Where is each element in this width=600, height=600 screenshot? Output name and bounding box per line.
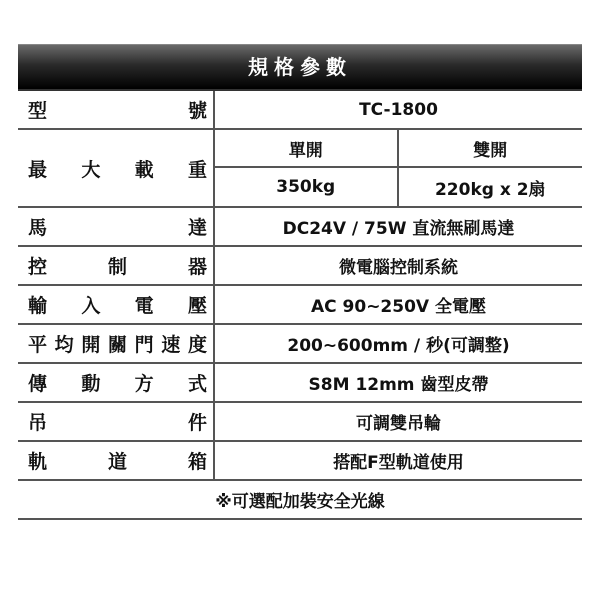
label-char: 速 bbox=[161, 334, 181, 356]
label-speed bbox=[18, 325, 215, 362]
row-track-box bbox=[18, 442, 582, 481]
label-max-load bbox=[18, 130, 215, 206]
value-model: TC-1800 bbox=[359, 99, 438, 120]
row-input-voltage bbox=[18, 286, 582, 325]
label-char: 傳 bbox=[28, 373, 48, 395]
label-track-box bbox=[18, 442, 215, 479]
label-controller bbox=[18, 247, 215, 284]
label-char: 動 bbox=[81, 373, 101, 395]
value-hanger: 可調雙吊輪 bbox=[356, 414, 441, 434]
label-char: 達 bbox=[187, 217, 207, 239]
row-transmission bbox=[18, 364, 582, 403]
value-input-voltage: AC 90~250V 全電壓 bbox=[310, 297, 486, 317]
row-model bbox=[18, 89, 582, 130]
label-char: 最 bbox=[28, 158, 48, 181]
label-char: 載 bbox=[134, 158, 154, 181]
row-motor bbox=[18, 208, 582, 247]
label-char: 方 bbox=[134, 373, 154, 395]
label-char: 平 bbox=[28, 334, 48, 356]
label-motor bbox=[18, 208, 215, 245]
label-char: 入 bbox=[81, 295, 101, 317]
value-motor: DC24V / 75W 直流無刷馬達 bbox=[282, 219, 515, 239]
label-char: 均 bbox=[54, 334, 74, 356]
label-input-voltage bbox=[18, 286, 215, 323]
value-track-box: 搭配F型軌道使用 bbox=[333, 453, 464, 473]
label-char: 關 bbox=[107, 334, 127, 356]
label-char: 控 bbox=[28, 256, 48, 278]
label-char: 壓 bbox=[187, 295, 207, 317]
label-char: 輸 bbox=[28, 295, 48, 317]
value-speed: 200~600mm / 秒(可調整) bbox=[287, 336, 510, 356]
row-hanger bbox=[18, 403, 582, 442]
label-hanger bbox=[18, 403, 215, 440]
spec-title: 規格參數 bbox=[18, 44, 582, 89]
row-max-load bbox=[18, 130, 582, 208]
label-char: 箱 bbox=[187, 451, 207, 473]
max-load-grid bbox=[215, 130, 582, 206]
footnote: ※可選配加裝安全光線 bbox=[18, 481, 582, 520]
label-char: 馬 bbox=[28, 217, 48, 239]
label-char: 件 bbox=[187, 412, 207, 434]
label-model bbox=[18, 91, 215, 128]
load-value-double: 220kg x 2扇 bbox=[434, 179, 546, 200]
load-value-single: 350kg bbox=[215, 168, 399, 206]
label-char: 式 bbox=[187, 373, 207, 395]
label-char: 器 bbox=[187, 256, 207, 278]
label-char: 大 bbox=[81, 158, 101, 181]
load-header-single: 單開 bbox=[215, 130, 399, 168]
label-char: 號 bbox=[187, 100, 207, 122]
value-controller: 微電腦控制系統 bbox=[339, 258, 458, 278]
row-speed bbox=[18, 325, 582, 364]
value-transmission: S8M 12mm 齒型皮帶 bbox=[308, 375, 489, 395]
load-header-double: 雙開 bbox=[399, 130, 583, 168]
label-char: 門 bbox=[134, 334, 154, 356]
label-char: 電 bbox=[134, 295, 154, 317]
row-controller bbox=[18, 247, 582, 286]
label-char: 重 bbox=[187, 158, 207, 181]
spec-table bbox=[18, 44, 582, 520]
label-char: 開 bbox=[81, 334, 101, 356]
label-char: 吊 bbox=[28, 412, 48, 434]
label-char: 軌 bbox=[28, 451, 48, 473]
label-char: 度 bbox=[187, 334, 207, 356]
label-char: 型 bbox=[28, 100, 48, 122]
label-transmission bbox=[18, 364, 215, 401]
label-char: 道 bbox=[107, 451, 127, 473]
label-char: 制 bbox=[107, 256, 127, 278]
